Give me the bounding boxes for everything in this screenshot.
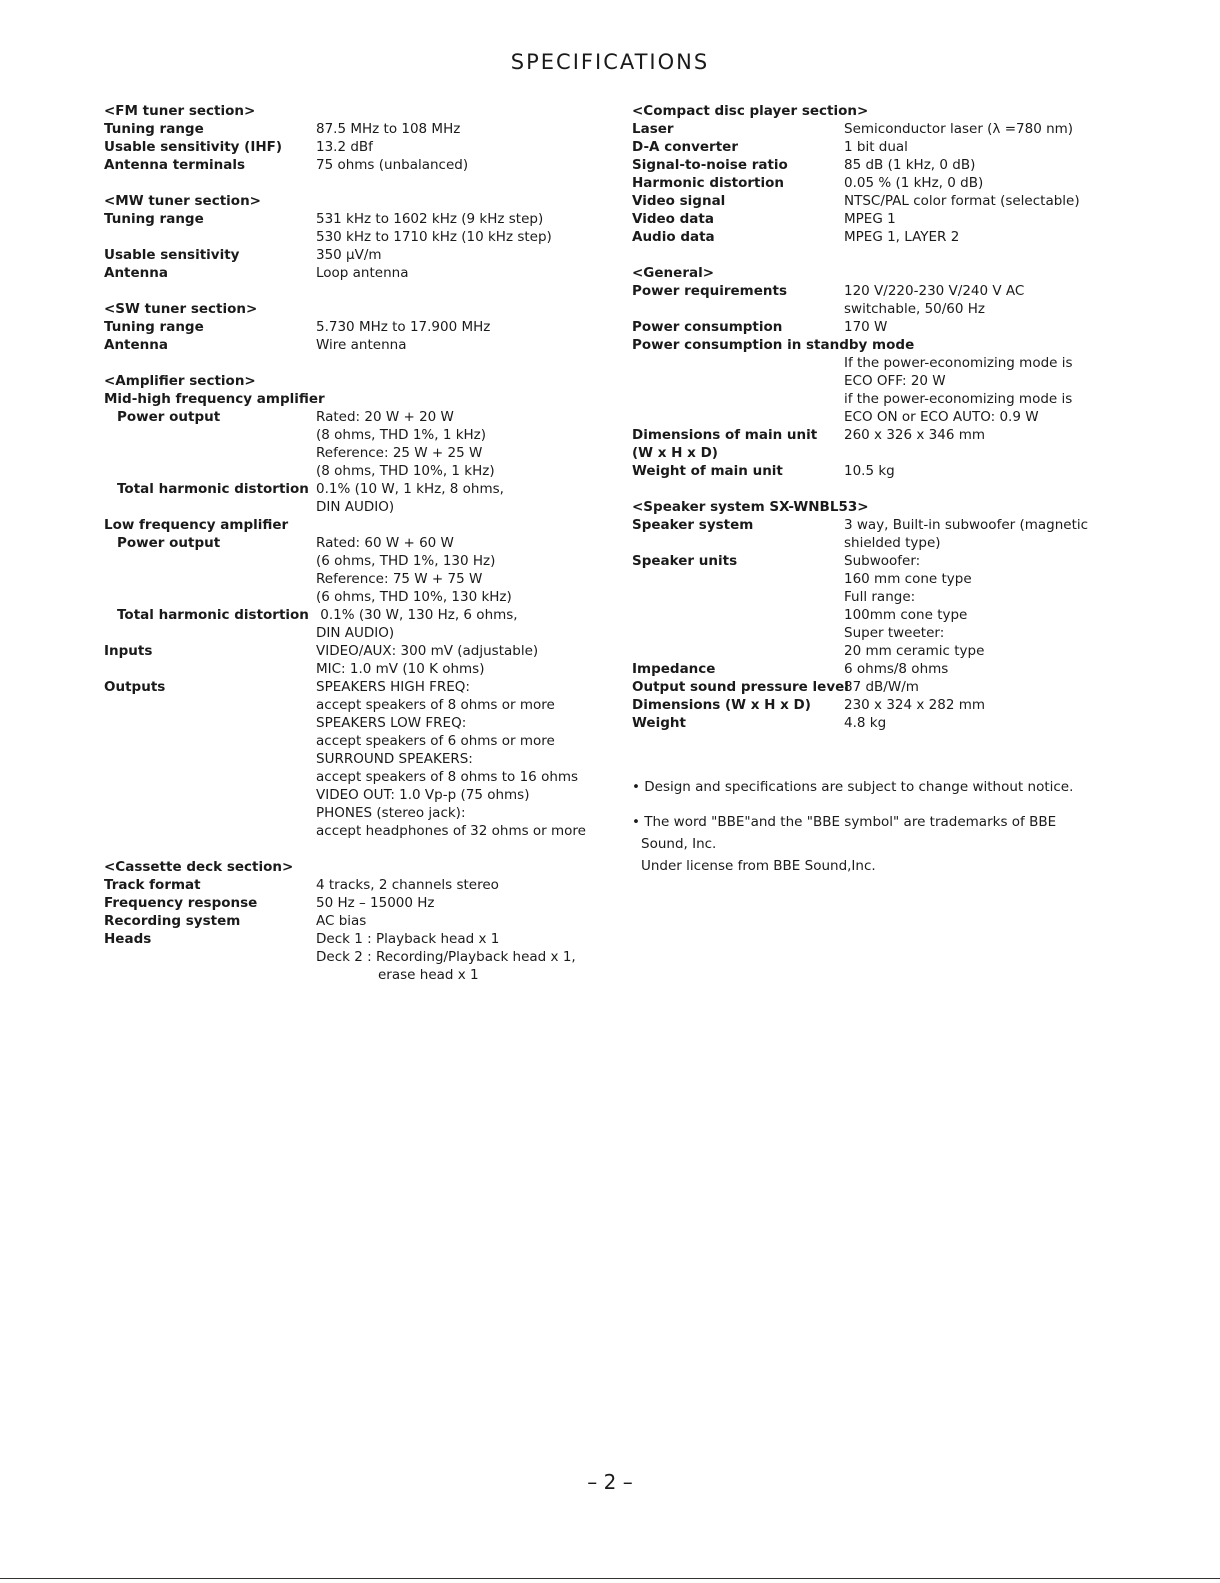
spec-value: 350 µV/m [316,247,382,263]
spec-row [104,750,604,768]
spec-value: Super tweeter: [844,625,945,641]
spec-row [104,822,604,840]
spec-row [104,462,604,480]
spec-value: 260 x 326 x 346 mm [844,427,986,443]
mid-high-amp-header: Mid-high frequency amplifier [104,391,325,407]
spec-value: 13.2 dBf [316,139,373,155]
spec-value: 5.730 MHz to 17.900 MHz [316,319,491,335]
note-trademark-cont: Sound, Inc. [641,836,717,852]
spec-row [632,678,1192,696]
spec-label: Antenna [104,265,168,281]
spec-label: Harmonic distortion [632,175,785,191]
spec-value: 531 kHz to 1602 kHz (9 kHz step) [316,211,544,227]
spec-row [632,318,1192,336]
spec-row [104,768,604,786]
spec-row [632,426,1192,444]
mw-section-header: <MW tuner section> [104,193,261,209]
spec-row [632,534,1192,552]
spec-value: Rated: 20 W + 20 W [316,409,454,425]
spec-row [104,336,604,354]
spec-value: accept speakers of 8 ohms or more [316,697,555,713]
spec-value: 160 mm cone type [844,571,972,587]
general-section-header: <General> [632,265,715,281]
spec-value: (8 ohms, THD 1%, 1 kHz) [316,427,487,443]
spec-label: Power output [117,409,221,425]
spec-label: Antenna [104,337,168,353]
spec-row [632,606,1192,624]
spec-value: PHONES (stereo jack): [316,805,466,821]
spec-row [632,552,1192,570]
spec-row [632,624,1192,642]
spec-row [104,480,604,498]
spec-row [104,210,604,228]
spec-value: 1 bit dual [844,139,908,155]
spec-value: Deck 1 : Playback head x 1 [316,931,500,947]
spec-value: 530 kHz to 1710 kHz (10 kHz step) [316,229,552,245]
spec-row [632,462,1192,480]
spec-value: accept speakers of 8 ohms to 16 ohms [316,769,579,785]
spec-value: (6 ohms, THD 1%, 130 Hz) [316,553,496,569]
spec-value: Loop antenna [316,265,409,281]
spec-label: Signal-to-noise ratio [632,157,788,173]
spec-label: Tuning range [104,211,204,227]
spec-row [632,300,1192,318]
spec-row [632,138,1192,156]
spec-label: Total harmonic distortion [117,481,309,497]
spec-row [104,498,604,516]
spec-label: Weight of main unit [632,463,783,479]
spec-row [632,156,1192,174]
spec-row [632,354,1192,372]
spec-row [632,120,1192,138]
spec-value: MIC: 1.0 mV (10 K ohms) [316,661,485,677]
spec-value: Reference: 25 W + 25 W [316,445,483,461]
spec-label: Video data [632,211,714,227]
spec-row [104,804,604,822]
spec-row [104,930,604,948]
spec-row [632,210,1192,228]
cassette-section-header: <Cassette deck section> [104,859,294,875]
spec-row [104,588,604,606]
spec-value: Semiconductor laser (λ =780 nm) [844,121,1074,137]
spec-value: 85 dB (1 kHz, 0 dB) [844,157,976,173]
spec-label: Usable sensitivity (IHF) [104,139,283,155]
spec-value: Reference: 75 W + 75 W [316,571,483,587]
spec-value: VIDEO/AUX: 300 mV (adjustable) [316,643,539,659]
spec-row [104,246,604,264]
spec-value: Full range: [844,589,916,605]
spec-value: accept headphones of 32 ohms or more [316,823,586,839]
spec-value: 230 x 324 x 282 mm [844,697,986,713]
spec-row [104,876,604,894]
spec-label: Power consumption [632,319,783,335]
spec-value: (8 ohms, THD 10%, 1 kHz) [316,463,495,479]
spec-row [104,894,604,912]
spec-row [104,912,604,930]
spec-label: Power consumption in standby mode [632,337,915,353]
spec-row [104,966,604,984]
note-design-change: • Design and specifications are subject to change without notice. [632,779,1074,795]
spec-value: 0.05 % (1 kHz, 0 dB) [844,175,984,191]
spec-row [104,606,604,624]
spec-value: DIN AUDIO) [316,499,395,515]
spec-value: if the power-economizing mode is [844,391,1073,407]
spec-label: Impedance [632,661,716,677]
spec-row [104,120,604,138]
spec-row [104,642,604,660]
spec-label: Track format [104,877,201,893]
spec-value: 50 Hz – 15000 Hz [316,895,435,911]
spec-label: Laser [632,121,674,137]
spec-value: 75 ohms (unbalanced) [316,157,469,173]
spec-label: Heads [104,931,152,947]
spec-row [104,948,604,966]
cd-section-header: <Compact disc player section> [632,103,869,119]
amplifier-section-header: <Amplifier section> [104,373,256,389]
spec-value: 4 tracks, 2 channels stereo [316,877,499,893]
spec-value: 0.1% (10 W, 1 kHz, 8 ohms, [316,481,504,497]
spec-row [104,696,604,714]
spec-value: NTSC/PAL color format (selectable) [844,193,1080,209]
spec-label: Output sound pressure level [632,679,849,695]
spec-row [104,732,604,750]
spec-row [104,660,604,678]
spec-value: SPEAKERS LOW FREQ: [316,715,467,731]
spec-row [104,264,604,282]
spec-label: Power output [117,535,221,551]
note-trademark: • The word "BBE"and the "BBE symbol" are trademarks of BBE [632,814,1057,830]
low-amp-header: Low frequency amplifier [104,517,289,533]
spec-value: 3 way, Built-in subwoofer (magnetic [844,517,1089,533]
page-title: SPECIFICATIONS [510,50,710,74]
spec-value: MPEG 1 [844,211,896,227]
spec-value: Rated: 60 W + 60 W [316,535,454,551]
spec-label: Antenna terminals [104,157,246,173]
spec-value: 100mm cone type [844,607,968,623]
spec-value: 120 V/220-230 V/240 V AC [844,283,1025,299]
spec-row [104,318,604,336]
spec-row [632,516,1192,534]
spec-label: Power requirements [632,283,788,299]
spec-row [104,624,604,642]
spec-row [104,570,604,588]
spec-label: Frequency response [104,895,258,911]
spec-label: Speaker units [632,553,738,569]
spec-row [632,408,1192,426]
spec-label: Recording system [104,913,241,929]
spec-label: Dimensions (W x H x D) [632,697,811,713]
spec-value: 0.1% (30 W, 130 Hz, 6 ohms, [316,607,518,623]
spec-value: 20 mm ceramic type [844,643,985,659]
spec-row [632,696,1192,714]
spec-value: erase head x 1 [378,967,479,983]
spec-label: Video signal [632,193,726,209]
spec-row [104,534,604,552]
spec-label: (W x H x D) [632,445,718,461]
spec-row [632,588,1192,606]
spec-value: 10.5 kg [844,463,895,479]
spec-row [104,714,604,732]
spec-value: 170 W [844,319,888,335]
spec-value: MPEG 1, LAYER 2 [844,229,960,245]
bottom-rule [0,1578,1220,1579]
spec-value: DIN AUDIO) [316,625,395,641]
spec-label: Total harmonic distortion [117,607,309,623]
spec-value: 6 ohms/8 ohms [844,661,949,677]
spec-row [104,552,604,570]
spec-label: Outputs [104,679,166,695]
spec-row [632,282,1192,300]
spec-row [632,570,1192,588]
spec-label: Speaker system [632,517,754,533]
note-license: Under license from BBE Sound,Inc. [641,858,876,874]
spec-row [104,228,604,246]
spec-value: Subwoofer: [844,553,921,569]
spec-label: Audio data [632,229,715,245]
spec-value: 87 dB/W/m [844,679,919,695]
spec-row [104,444,604,462]
spec-label: Weight [632,715,686,731]
speaker-section-header: <Speaker system SX-WNBL53> [632,499,869,515]
spec-value: 4.8 kg [844,715,887,731]
spec-value: Wire antenna [316,337,407,353]
sw-section-header: <SW tuner section> [104,301,258,317]
spec-value: Deck 2 : Recording/Playback head x 1, [316,949,576,965]
spec-value: SPEAKERS HIGH FREQ: [316,679,470,695]
spec-row [632,372,1192,390]
spec-row [632,192,1192,210]
spec-label: Tuning range [104,319,204,335]
notes-block [632,776,1192,877]
left-spec-column [104,102,604,984]
spec-label: Usable sensitivity [104,247,240,263]
spec-row [104,786,604,804]
spec-row [632,642,1192,660]
spec-row [104,678,604,696]
spec-label: Tuning range [104,121,204,137]
spec-value: VIDEO OUT: 1.0 Vp-p (75 ohms) [316,787,530,803]
spec-value: If the power-economizing mode is [844,355,1073,371]
spec-value: shielded type) [844,535,941,551]
spec-value: switchable, 50/60 Hz [844,301,986,317]
spec-row [104,426,604,444]
spec-value: SURROUND SPEAKERS: [316,751,473,767]
spec-value: ECO OFF: 20 W [844,373,946,389]
spec-row [632,390,1192,408]
spec-value: ECO ON or ECO AUTO: 0.9 W [844,409,1039,425]
spec-value: accept speakers of 6 ohms or more [316,733,555,749]
spec-label: Inputs [104,643,153,659]
spec-value: 87.5 MHz to 108 MHz [316,121,461,137]
spec-label: Dimensions of main unit [632,427,818,443]
spec-row [632,174,1192,192]
spec-label: D-A converter [632,139,738,155]
spec-value: (6 ohms, THD 10%, 130 kHz) [316,589,512,605]
right-spec-column [632,102,1192,732]
spec-row [632,228,1192,246]
spec-value: AC bias [316,913,367,929]
spec-row [104,408,604,426]
spec-row [632,660,1192,678]
spec-row [632,714,1192,732]
spec-row [104,138,604,156]
spec-row [632,444,1192,462]
spec-row [104,156,604,174]
page-number: – 2 – [587,1470,633,1494]
fm-section-header: <FM tuner section> [104,103,256,119]
